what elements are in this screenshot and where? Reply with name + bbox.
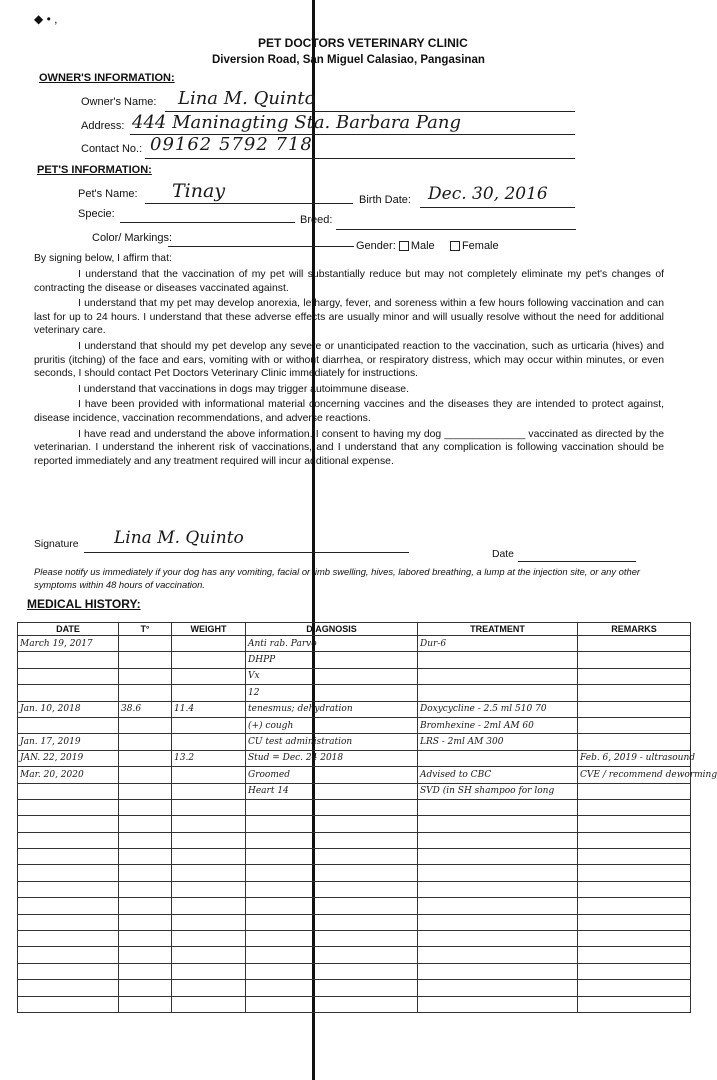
table-cell[interactable] xyxy=(18,799,119,815)
table-cell[interactable]: CU test administration xyxy=(246,734,418,750)
table-row xyxy=(18,849,691,865)
table-cell[interactable] xyxy=(119,996,172,1012)
table-cell[interactable]: 11.4 xyxy=(172,701,246,717)
table-row xyxy=(18,914,691,930)
table-cell[interactable] xyxy=(119,750,172,766)
table-cell[interactable]: 13.2 xyxy=(172,750,246,766)
table-cell[interactable] xyxy=(119,881,172,897)
table-row xyxy=(18,832,691,848)
table-cell[interactable]: Jan. 10, 2018 xyxy=(18,701,119,717)
table-cell[interactable] xyxy=(246,832,418,848)
table-cell[interactable] xyxy=(18,947,119,963)
table-cell[interactable] xyxy=(418,881,578,897)
table-row xyxy=(18,996,691,1012)
male-checkbox[interactable] xyxy=(399,241,409,251)
table-cell[interactable] xyxy=(578,832,691,848)
birth-date-line xyxy=(420,207,575,208)
breed-line xyxy=(336,229,576,230)
table-cell[interactable] xyxy=(18,963,119,979)
table-cell[interactable]: Dur-6 xyxy=(418,636,578,652)
consent-paragraph-6: I have read and understand the above information. I consent to having my dog ______________ vaccinated as directed by the veterinarian. I understand the inherent risk of vaccinations, and I understand that any complication is following vaccination should be reported immediately and any treatment required will incur additional expense. xyxy=(34,428,664,467)
table-cell[interactable] xyxy=(418,980,578,996)
table-cell[interactable] xyxy=(119,799,172,815)
table-cell[interactable] xyxy=(418,898,578,914)
table-cell[interactable]: 38.6 xyxy=(119,701,172,717)
table-cell[interactable] xyxy=(578,931,691,947)
table-cell[interactable] xyxy=(18,849,119,865)
signature-label: Signature xyxy=(34,539,79,550)
address-label: Address: xyxy=(81,120,125,132)
table-cell[interactable] xyxy=(246,996,418,1012)
contact-label: Contact No.: xyxy=(81,143,143,155)
table-cell[interactable] xyxy=(172,783,246,799)
table-cell[interactable] xyxy=(172,734,246,750)
table-cell[interactable] xyxy=(18,668,119,684)
table-row xyxy=(18,717,691,733)
table-cell[interactable] xyxy=(578,963,691,979)
table-cell[interactable] xyxy=(119,685,172,701)
table-cell[interactable] xyxy=(246,947,418,963)
table-cell[interactable] xyxy=(172,914,246,930)
color-markings-label: Color/ Markings: xyxy=(92,232,173,244)
table-cell[interactable]: Groomed xyxy=(246,767,418,783)
table-cell[interactable] xyxy=(119,816,172,832)
table-cell[interactable]: Vx xyxy=(246,668,418,684)
specie-label: Specie: xyxy=(78,208,115,220)
table-cell[interactable] xyxy=(18,881,119,897)
table-cell[interactable] xyxy=(119,767,172,783)
pet-name-value[interactable]: Tinay xyxy=(172,180,226,202)
scan-corner-mark: ◆ • , xyxy=(34,12,58,26)
table-row xyxy=(18,947,691,963)
table-cell[interactable] xyxy=(418,832,578,848)
table-cell[interactable] xyxy=(246,980,418,996)
table-cell[interactable] xyxy=(418,947,578,963)
table-cell[interactable]: (+) cough xyxy=(246,717,418,733)
clinic-name: PET DOCTORS VETERINARY CLINIC xyxy=(258,36,468,50)
table-cell[interactable] xyxy=(246,931,418,947)
contact-value[interactable]: 09162 5792 718 xyxy=(150,134,313,155)
table-cell[interactable] xyxy=(418,816,578,832)
table-cell[interactable] xyxy=(418,931,578,947)
table-row xyxy=(18,799,691,815)
female-checkbox[interactable] xyxy=(450,241,460,251)
address-value[interactable]: 444 Maninagting Sta. Barbara Pang xyxy=(132,112,462,133)
table-cell[interactable] xyxy=(418,996,578,1012)
table-cell[interactable] xyxy=(418,963,578,979)
date-line xyxy=(518,561,636,562)
table-cell[interactable]: tenesmus; dehydration xyxy=(246,701,418,717)
table-cell[interactable] xyxy=(18,832,119,848)
table-cell[interactable] xyxy=(578,914,691,930)
table-cell[interactable] xyxy=(418,849,578,865)
pet-section-title: PET'S INFORMATION: xyxy=(37,164,152,176)
table-cell[interactable]: Bromhexine - 2ml AM 60 xyxy=(418,717,578,733)
consent-intro: By signing below, I affirm that: xyxy=(34,253,172,264)
table-cell[interactable] xyxy=(18,898,119,914)
signature-value[interactable]: Lina M. Quinto xyxy=(114,528,244,548)
female-label: Female xyxy=(461,240,499,252)
table-cell[interactable] xyxy=(18,914,119,930)
table-cell[interactable] xyxy=(172,849,246,865)
table-cell[interactable] xyxy=(578,685,691,701)
table-cell[interactable] xyxy=(119,865,172,881)
table-row xyxy=(18,898,691,914)
table-cell[interactable] xyxy=(172,980,246,996)
table-row xyxy=(18,668,691,684)
owner-name-value[interactable]: Lina M. Quinto xyxy=(178,88,316,109)
table-cell[interactable] xyxy=(578,701,691,717)
table-cell[interactable]: CVE / recommend deworming xyxy=(578,767,691,783)
table-cell[interactable]: Advised to CBC xyxy=(418,767,578,783)
table-row xyxy=(18,685,691,701)
table-cell[interactable] xyxy=(578,668,691,684)
table-row xyxy=(18,980,691,996)
table-row xyxy=(18,963,691,979)
table-cell[interactable]: Feb. 6, 2019 - ultrasound xyxy=(578,750,691,766)
medical-history-table xyxy=(17,622,717,1013)
table-cell[interactable] xyxy=(18,931,119,947)
table-cell[interactable] xyxy=(119,783,172,799)
table-cell[interactable]: LRS - 2ml AM 300 xyxy=(418,734,578,750)
table-cell[interactable] xyxy=(119,636,172,652)
column-header: DIAGNOSIS xyxy=(246,623,418,636)
table-header-row xyxy=(18,623,691,636)
table-cell[interactable] xyxy=(172,996,246,1012)
table-cell[interactable] xyxy=(172,931,246,947)
table-cell[interactable] xyxy=(418,652,578,668)
table-cell[interactable] xyxy=(172,898,246,914)
table-cell[interactable] xyxy=(578,783,691,799)
medical-section-title: MEDICAL HISTORY: xyxy=(27,597,141,611)
breed-label: Breed: xyxy=(300,214,333,226)
table-cell[interactable]: Doxycycline - 2.5 ml 510 70 xyxy=(418,701,578,717)
table-cell[interactable] xyxy=(246,898,418,914)
pet-name-line xyxy=(145,203,353,204)
table-cell[interactable] xyxy=(18,652,119,668)
birth-date-value[interactable]: Dec. 30, 2016 xyxy=(428,184,548,204)
table-cell[interactable]: March 19, 2017 xyxy=(18,636,119,652)
column-header: DATE xyxy=(18,623,119,636)
table-cell[interactable] xyxy=(418,865,578,881)
clinic-address: Diversion Road, San Miguel Calasiao, Pangasinan xyxy=(212,54,485,66)
table-cell[interactable] xyxy=(172,799,246,815)
table-cell[interactable] xyxy=(578,849,691,865)
table-cell[interactable] xyxy=(119,914,172,930)
table-cell[interactable] xyxy=(578,636,691,652)
table-cell[interactable] xyxy=(119,652,172,668)
table-cell[interactable] xyxy=(246,799,418,815)
color-markings-line xyxy=(168,246,354,247)
column-header: T° xyxy=(119,623,172,636)
table-row xyxy=(18,652,691,668)
table-cell[interactable] xyxy=(172,636,246,652)
table-cell[interactable] xyxy=(18,783,119,799)
table-cell[interactable] xyxy=(172,668,246,684)
table-row xyxy=(18,783,691,799)
pet-name-label: Pet's Name: xyxy=(78,188,138,200)
table-cell[interactable]: DHPP xyxy=(246,652,418,668)
table-cell[interactable] xyxy=(172,767,246,783)
table-cell[interactable] xyxy=(119,849,172,865)
table-cell[interactable] xyxy=(246,963,418,979)
consent-paragraph-2: I understand that my pet may develop anorexia, lethargy, fever, and soreness within a few hours following vaccination and can last for up to 24 hours. I understand that these adverse effects are usually minor and will usually resolve without the need for additional veterinary care. xyxy=(34,298,664,337)
table-cell[interactable] xyxy=(246,881,418,897)
table-cell[interactable] xyxy=(119,947,172,963)
table-cell[interactable]: JAN. 22, 2019 xyxy=(18,750,119,766)
table-row xyxy=(18,865,691,881)
table-row xyxy=(18,931,691,947)
table-cell[interactable] xyxy=(172,717,246,733)
gender-field xyxy=(356,240,499,252)
contact-line xyxy=(145,158,575,159)
table-cell[interactable] xyxy=(119,734,172,750)
table-cell[interactable] xyxy=(578,881,691,897)
table-cell[interactable] xyxy=(172,685,246,701)
table-cell[interactable] xyxy=(172,652,246,668)
table-cell[interactable] xyxy=(578,717,691,733)
table-cell[interactable] xyxy=(578,734,691,750)
table-cell[interactable] xyxy=(119,931,172,947)
table-row xyxy=(18,750,691,766)
table-row xyxy=(18,734,691,750)
table-cell[interactable] xyxy=(578,947,691,963)
consent-body xyxy=(34,268,664,468)
column-header: WEIGHT xyxy=(172,623,246,636)
table-cell[interactable] xyxy=(578,898,691,914)
birth-date-label: Birth Date: xyxy=(359,194,411,206)
table-cell[interactable] xyxy=(172,865,246,881)
table-cell[interactable] xyxy=(578,816,691,832)
table-cell[interactable] xyxy=(119,980,172,996)
table-cell[interactable] xyxy=(18,816,119,832)
table-cell[interactable] xyxy=(418,668,578,684)
table-cell[interactable] xyxy=(246,849,418,865)
gender-label: Gender: xyxy=(356,240,396,252)
table-cell[interactable] xyxy=(578,980,691,996)
table-cell[interactable] xyxy=(18,996,119,1012)
table-row xyxy=(18,767,691,783)
table-cell[interactable] xyxy=(172,881,246,897)
table-cell[interactable]: Stud = Dec. 24 2018 xyxy=(246,750,418,766)
table-cell[interactable] xyxy=(18,980,119,996)
table-cell[interactable] xyxy=(172,947,246,963)
male-label: Male xyxy=(410,240,435,252)
table-cell[interactable] xyxy=(246,865,418,881)
table-cell[interactable] xyxy=(418,750,578,766)
signature-line xyxy=(84,552,409,553)
consent-paragraph-4: I understand that vaccinations in dogs may trigger autoimmune disease. xyxy=(78,383,409,395)
vaccination-notice: Please notify us immediately if your dog has any vomiting, facial or limb swelling, hives, labored breathing, a lump at the injection site, or any other symptoms within 48 hours of vaccination. xyxy=(34,566,641,590)
column-header: TREATMENT xyxy=(418,623,578,636)
table-cell[interactable] xyxy=(119,668,172,684)
table-cell[interactable]: Mar. 20, 2020 xyxy=(18,767,119,783)
table-cell[interactable] xyxy=(578,996,691,1012)
table-cell[interactable] xyxy=(18,865,119,881)
table-cell[interactable] xyxy=(246,816,418,832)
table-cell[interactable] xyxy=(18,685,119,701)
table-cell[interactable]: SVD (in SH shampoo for long xyxy=(418,783,578,799)
table-cell[interactable] xyxy=(246,914,418,930)
table-cell[interactable] xyxy=(578,652,691,668)
table-cell[interactable] xyxy=(119,717,172,733)
table-cell[interactable] xyxy=(18,717,119,733)
table-cell[interactable] xyxy=(578,865,691,881)
date-label: Date xyxy=(492,549,514,560)
table-cell[interactable] xyxy=(119,832,172,848)
column-header: REMARKS xyxy=(578,623,691,636)
table-cell[interactable]: Jan. 17, 2019 xyxy=(18,734,119,750)
table-row xyxy=(18,701,691,717)
consent-paragraph-3: I understand that should my pet develop any severe or unanticipated reaction to the vaccination, such as urticaria (hives) and pruritis (itching) of the face and ears, vomiting with or without diarrhea, or respiratory distress, which may occur within minutes, or even seconds, I should contact Pet Doctors Veterinary Clinic immediately for instructions. xyxy=(34,340,664,380)
table-cell[interactable] xyxy=(578,799,691,815)
table-row xyxy=(18,816,691,832)
table-row xyxy=(18,881,691,897)
table-cell[interactable]: Anti rab. Parvo xyxy=(246,636,418,652)
table-cell[interactable]: Heart 14 xyxy=(246,783,418,799)
table-cell[interactable] xyxy=(119,898,172,914)
table-cell[interactable] xyxy=(172,816,246,832)
table-cell[interactable] xyxy=(418,685,578,701)
owner-section-title: OWNER'S INFORMATION: xyxy=(39,72,175,84)
consent-paragraph-5: I have been provided with informational material concerning vaccines and the diseases they are intended to protect against, disease incidence, vaccination recommendations, and adverse reactions. xyxy=(34,399,664,424)
table-cell[interactable] xyxy=(172,832,246,848)
table-cell[interactable] xyxy=(119,963,172,979)
consent-paragraph-1: I understand that the vaccination of my pet will substantially reduce but may not completely eliminate my pet's changes of contracting the disease or diseases vaccinated against. xyxy=(34,269,664,294)
owner-name-label: Owner's Name: xyxy=(81,96,157,108)
specie-line xyxy=(120,222,295,223)
table-cell[interactable] xyxy=(172,963,246,979)
table-cell[interactable]: 12 xyxy=(246,685,418,701)
table-cell[interactable] xyxy=(418,914,578,930)
table-cell[interactable] xyxy=(418,799,578,815)
table-row xyxy=(18,636,691,652)
